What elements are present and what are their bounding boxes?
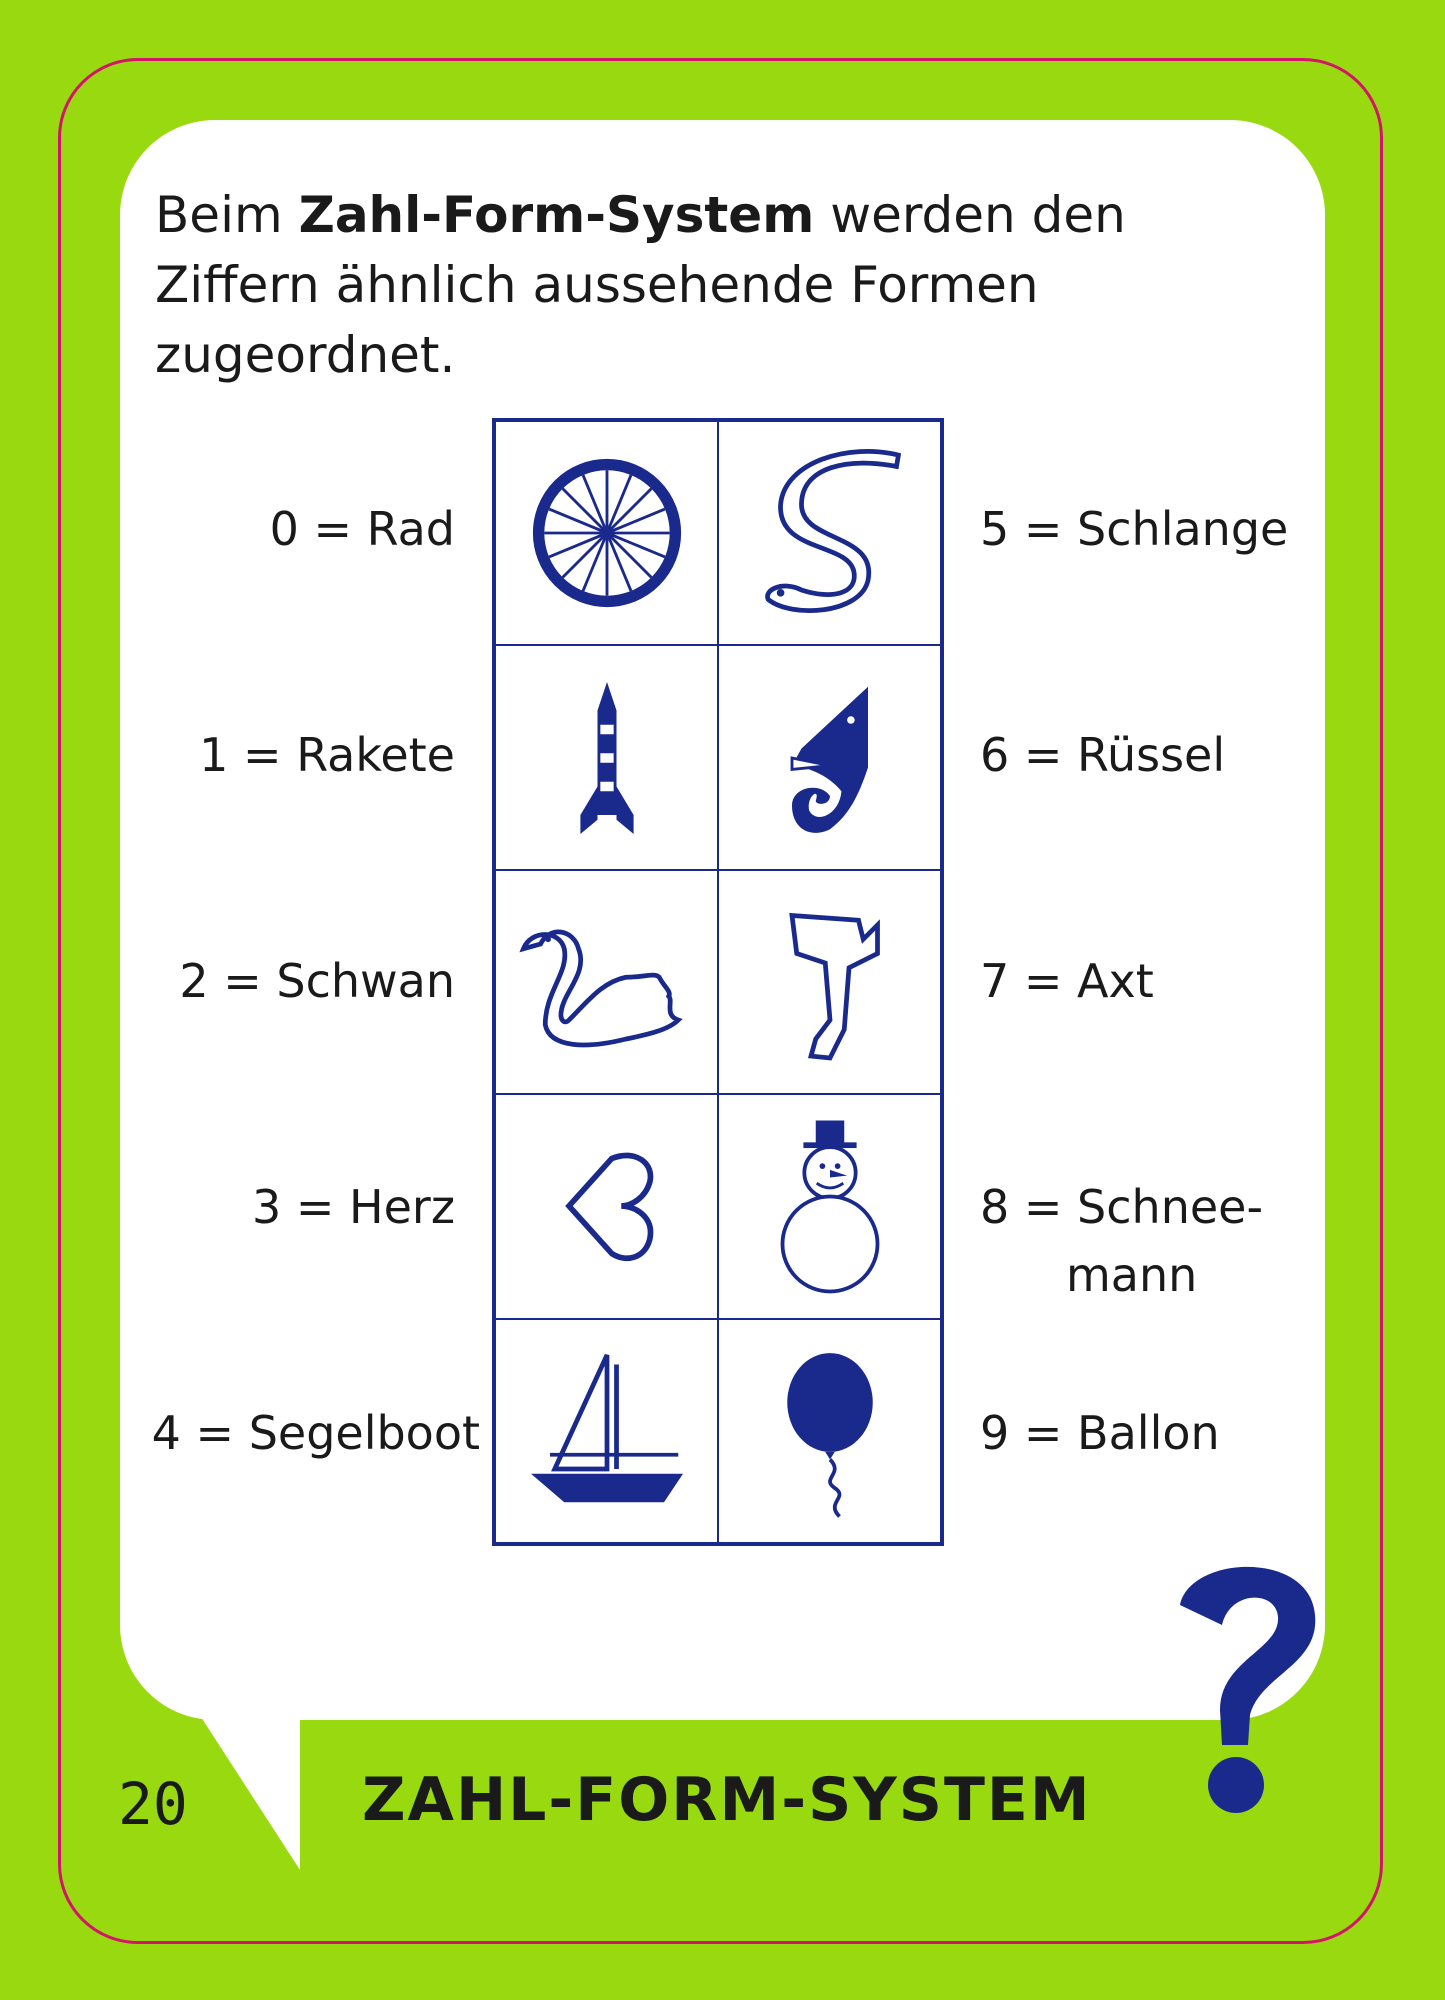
label-3: 3 = Herz (251, 1180, 455, 1234)
page-number: 20 (118, 1770, 188, 1838)
cell-7 (718, 870, 941, 1094)
label-4: 4 = Segelboot (151, 1406, 480, 1460)
balloon-icon (735, 1336, 925, 1526)
label-8: 8 = Schnee- (980, 1180, 1264, 1234)
cell-2 (495, 870, 718, 1094)
wheel-spoke (607, 533, 651, 577)
cell-9 (718, 1319, 941, 1543)
cell-1 (495, 645, 718, 869)
cell-4 (495, 1319, 718, 1543)
footer-title: ZAHL-FORM-SYSTEM (362, 1765, 1092, 1835)
label-6: 6 = Rüssel (980, 728, 1226, 782)
intro-bold: Zahl-Form-System (298, 186, 815, 244)
wheel-spoke (607, 489, 651, 533)
swan-icon (512, 887, 702, 1077)
rocket-icon (512, 663, 702, 853)
trunk-icon (735, 663, 925, 853)
label-2: 2 = Schwan (179, 954, 455, 1008)
cell-0 (495, 421, 718, 645)
axe-icon (735, 887, 925, 1077)
cell-8 (718, 1094, 941, 1318)
wheel-spoke (562, 533, 606, 577)
question-mark-icon (1170, 1545, 1330, 1825)
cell-5 (718, 421, 941, 645)
label-1: 1 = Rakete (199, 728, 455, 782)
wheel-icon (512, 438, 702, 628)
snowman-icon (735, 1111, 925, 1301)
label-5: 5 = Schlange (980, 502, 1289, 556)
cell-3 (495, 1094, 718, 1318)
intro-text: Beim Zahl-Form-System werden den Ziffern ähnlich aussehende Formen zugeordnet. (155, 186, 1126, 384)
label-0: 0 = Rad (269, 502, 455, 556)
number-shape-grid (492, 418, 944, 1546)
label-7: 7 = Axt (980, 954, 1154, 1008)
heart-icon (512, 1111, 702, 1301)
cell-6 (718, 645, 941, 869)
label-8-cont: mann (1066, 1248, 1198, 1302)
sailboat-icon (512, 1336, 702, 1526)
snake-icon (735, 438, 925, 628)
wheel-spoke (562, 489, 606, 533)
label-9: 9 = Ballon (980, 1406, 1220, 1460)
